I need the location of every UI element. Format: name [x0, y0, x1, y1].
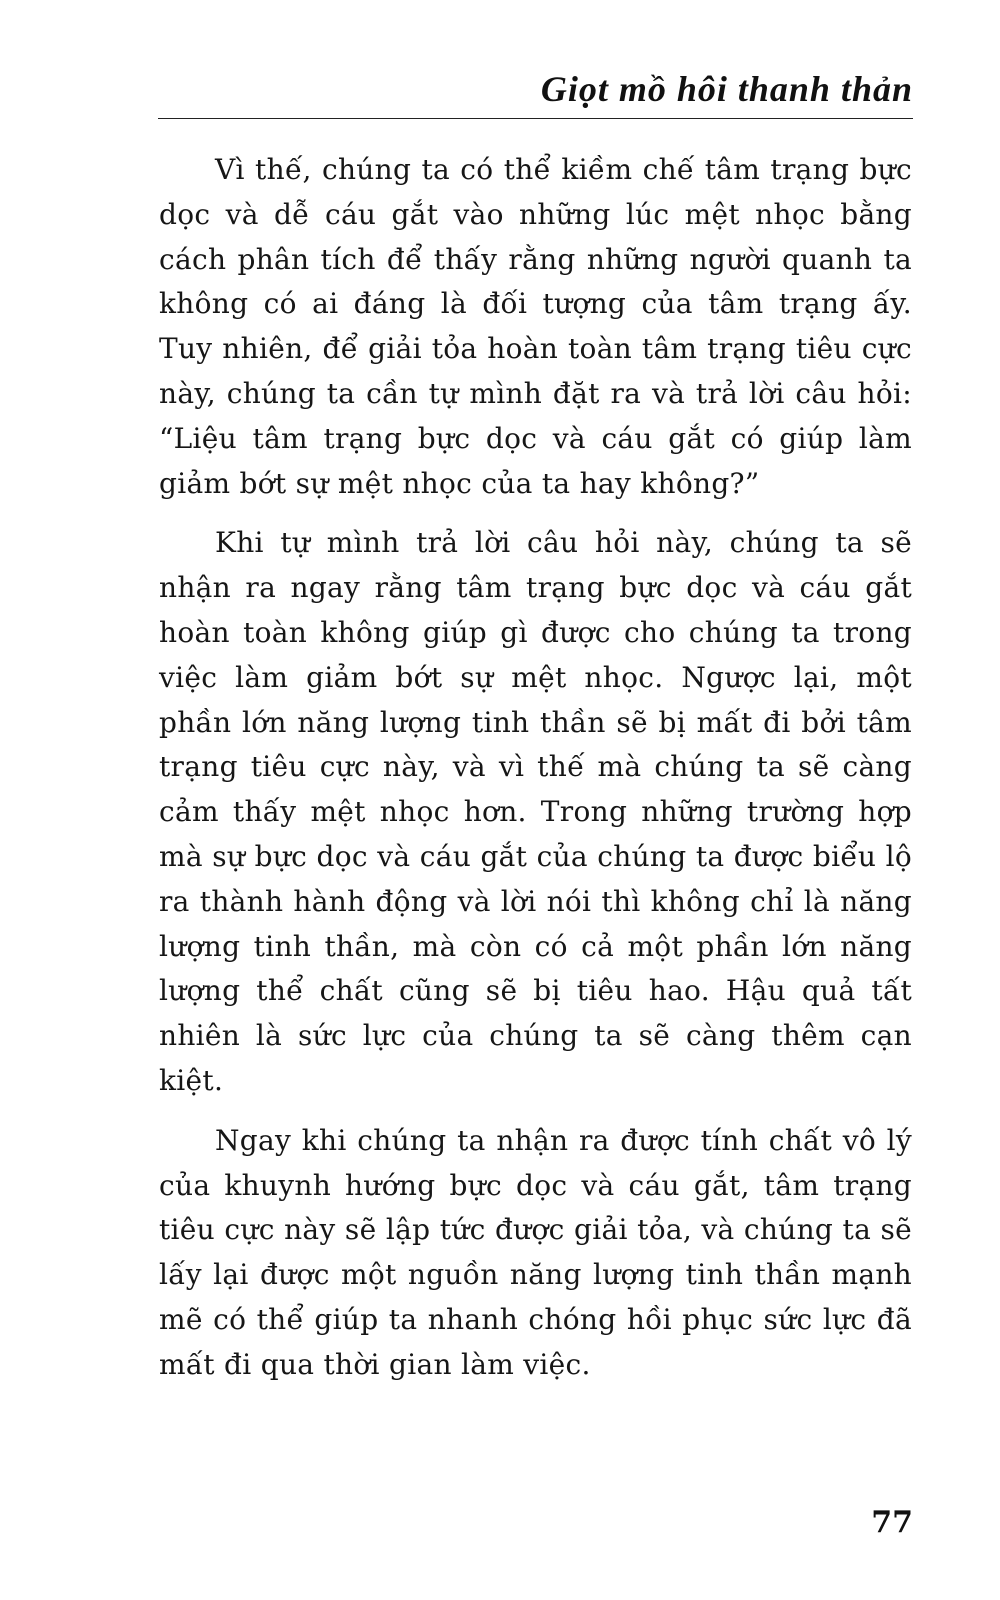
paragraph-3: Ngay khi chúng ta nhận ra được tính chất vô lý của khuynh hướng bực dọc và cáu gắt, tâm trạng tiêu cực này sẽ lập tức được giải tỏa, và chúng ta sẽ lấy lại được một nguồn năng lượng tinh thần mạnh mẽ có thể giúp ta nhanh chóng hồi phục sức lực đã mất đi qua thời gian làm việc. — [159, 1123, 912, 1381]
paragraph-1: Vì thế, chúng ta có thể kiềm chế tâm trạng bực dọc và dễ cáu gắt vào những lúc mệt nhọc bằng cách phân tích để thấy rằng những người quanh ta không có ai đáng là đối tượng của tâm trạng ấy. Tuy nhiên, để giải tỏa hoàn toàn tâm trạng tiêu cực này, chúng ta cần tự mình đặt ra và trả lời câu hỏi: “Liệu tâm trạng bực dọc và cáu gắt có giúp làm giảm bớt sự mệt nhọc của ta hay không?” — [159, 153, 912, 500]
paragraph-2: Khi tự mình trả lời câu hỏi này, chúng ta sẽ nhận ra ngay rằng tâm trạng bực dọc và cáu gắt hoàn toàn không giúp gì được cho chúng ta trong việc làm giảm bớt sự mệt nhọc. Ngược lại, một phần lớn năng lượng tinh thần sẽ bị mất đi bởi tâm trạng tiêu cực này, và vì thế mà chúng ta sẽ càng cảm thấy mệt nhọc hơn. Trong những trường hợp mà sự bực dọc và cáu gắt của chúng ta được biểu lộ ra thành hành động và lời nói thì không chỉ là năng lượng tinh thần, mà còn có cả một phần lớn năng lượng thể chất cũng sẽ bị tiêu hao. Hậu quả tất nhiên là sức lực của chúng ta sẽ càng thêm cạn kiệt. — [159, 526, 912, 1097]
running-header — [158, 62, 913, 122]
header-divider — [158, 118, 913, 119]
body-text — [159, 148, 912, 1388]
header-title: Giọt mồ hôi thanh thản — [540, 69, 913, 109]
page-number: 77 — [871, 1505, 913, 1540]
